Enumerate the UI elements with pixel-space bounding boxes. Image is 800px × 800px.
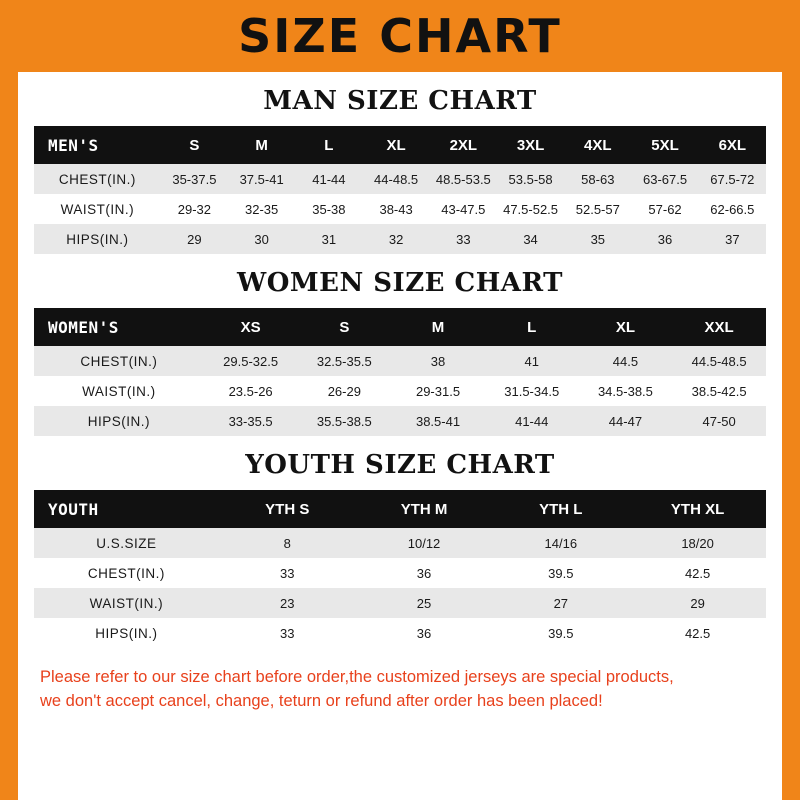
men-chest-4xl: 58-63 [564,164,631,194]
women-hips-l: 41-44 [485,406,579,436]
women-header-xl: XL [579,308,673,346]
men-table-head [34,126,766,164]
men-table-body [34,164,766,254]
men-waist-xl: 38-43 [362,194,429,224]
men-chest-l: 41-44 [295,164,362,194]
men-hips-6xl: 37 [699,224,766,254]
youth-ussize-m: 10/12 [356,528,493,558]
men-header-xl: XL [362,126,429,164]
page-banner [0,0,800,72]
youth-header-xl: YTH XL [629,490,766,528]
men-waist-2xl: 43-47.5 [430,194,497,224]
men-size-table [34,126,766,254]
women-hips-xl: 44-47 [579,406,673,436]
men-header-l: L [295,126,362,164]
women-chest-xxl: 44.5-48.5 [672,346,766,376]
men-header-6xl: 6XL [699,126,766,164]
youth-waist-label: WAIST(IN.) [34,588,219,618]
youth-waist-l: 27 [492,588,629,618]
men-header-label: MEN'S [34,126,161,164]
women-chest-s: 32.5-35.5 [297,346,391,376]
men-header-s: S [161,126,228,164]
women-chest-m: 38 [391,346,485,376]
women-hips-s: 35.5-38.5 [297,406,391,436]
youth-chest-l: 39.5 [492,558,629,588]
page-title: SIZE CHART [238,9,562,63]
men-chest-2xl: 48.5-53.5 [430,164,497,194]
men-hips-s: 29 [161,224,228,254]
women-header-s: S [297,308,391,346]
men-size-section [34,86,766,254]
table-row [34,588,766,618]
youth-hips-label: HIPS(IN.) [34,618,219,648]
youth-ussize-label: U.S.SIZE [34,528,219,558]
men-header-m: M [228,126,295,164]
table-row [34,528,766,558]
women-chest-xl: 44.5 [579,346,673,376]
men-hips-4xl: 35 [564,224,631,254]
men-hips-xl: 32 [362,224,429,254]
women-hips-m: 38.5-41 [391,406,485,436]
order-policy-note-line-1: Please refer to our size chart before order,the customized jerseys are special products, [40,668,674,686]
table-row [34,194,766,224]
men-chest-s: 35-37.5 [161,164,228,194]
men-waist-5xl: 57-62 [631,194,698,224]
men-waist-label: WAIST(IN.) [34,194,161,224]
men-hips-2xl: 33 [430,224,497,254]
men-hips-label: HIPS(IN.) [34,224,161,254]
men-header-3xl: 3XL [497,126,564,164]
youth-header-label: YOUTH [34,490,219,528]
women-size-table [34,308,766,436]
men-header-2xl: 2XL [430,126,497,164]
men-chest-label: CHEST(IN.) [34,164,161,194]
women-header-xxl: XXL [672,308,766,346]
youth-chest-s: 33 [219,558,356,588]
women-waist-m: 29-31.5 [391,376,485,406]
women-chest-xs: 29.5-32.5 [204,346,298,376]
men-hips-m: 30 [228,224,295,254]
youth-waist-xl: 29 [629,588,766,618]
table-row [34,376,766,406]
youth-chest-xl: 42.5 [629,558,766,588]
women-section-title: WOMEN SIZE CHART [237,268,563,298]
order-policy-note [34,666,766,714]
youth-hips-m: 36 [356,618,493,648]
order-policy-note-line-2: we don't accept cancel, change, teturn or refund after order has been placed! [40,691,603,710]
men-waist-3xl: 47.5-52.5 [497,194,564,224]
women-table-body [34,346,766,436]
youth-header-s: YTH S [219,490,356,528]
women-header-l: L [485,308,579,346]
youth-size-table [34,490,766,648]
women-waist-xxl: 38.5-42.5 [672,376,766,406]
women-hips-xs: 33-35.5 [204,406,298,436]
youth-hips-xl: 42.5 [629,618,766,648]
youth-table-head [34,490,766,528]
youth-section-title: YOUTH SIZE CHART [245,450,555,480]
youth-size-section [34,450,766,648]
table-row [34,164,766,194]
women-chest-l: 41 [485,346,579,376]
men-waist-m: 32-35 [228,194,295,224]
table-header-row [34,126,766,164]
women-waist-label: WAIST(IN.) [34,376,204,406]
women-hips-xxl: 47-50 [672,406,766,436]
youth-chest-m: 36 [356,558,493,588]
women-header-xs: XS [204,308,298,346]
men-header-4xl: 4XL [564,126,631,164]
women-waist-xl: 34.5-38.5 [579,376,673,406]
men-chest-m: 37.5-41 [228,164,295,194]
youth-header-m: YTH M [356,490,493,528]
women-header-m: M [391,308,485,346]
youth-hips-l: 39.5 [492,618,629,648]
table-row [34,618,766,648]
women-hips-label: HIPS(IN.) [34,406,204,436]
women-waist-l: 31.5-34.5 [485,376,579,406]
men-hips-3xl: 34 [497,224,564,254]
table-row [34,406,766,436]
youth-waist-m: 25 [356,588,493,618]
men-waist-s: 29-32 [161,194,228,224]
youth-waist-s: 23 [219,588,356,618]
youth-table-body [34,528,766,648]
men-hips-l: 31 [295,224,362,254]
men-chest-6xl: 67.5-72 [699,164,766,194]
men-waist-6xl: 62-66.5 [699,194,766,224]
men-hips-5xl: 36 [631,224,698,254]
women-waist-s: 26-29 [297,376,391,406]
youth-ussize-xl: 18/20 [629,528,766,558]
men-waist-4xl: 52.5-57 [564,194,631,224]
table-row [34,224,766,254]
youth-hips-s: 33 [219,618,356,648]
men-chest-5xl: 63-67.5 [631,164,698,194]
women-waist-xs: 23.5-26 [204,376,298,406]
women-size-section [34,268,766,436]
youth-header-l: YTH L [492,490,629,528]
women-header-label: WOMEN'S [34,308,204,346]
youth-ussize-l: 14/16 [492,528,629,558]
table-header-row [34,490,766,528]
women-table-head [34,308,766,346]
table-row [34,346,766,376]
table-header-row [34,308,766,346]
men-waist-l: 35-38 [295,194,362,224]
men-header-5xl: 5XL [631,126,698,164]
men-section-title: MAN SIZE CHART [263,86,537,116]
chart-content [18,86,782,714]
men-chest-xl: 44-48.5 [362,164,429,194]
table-row [34,558,766,588]
men-chest-3xl: 53.5-58 [497,164,564,194]
women-chest-label: CHEST(IN.) [34,346,204,376]
youth-chest-label: CHEST(IN.) [34,558,219,588]
youth-ussize-s: 8 [219,528,356,558]
